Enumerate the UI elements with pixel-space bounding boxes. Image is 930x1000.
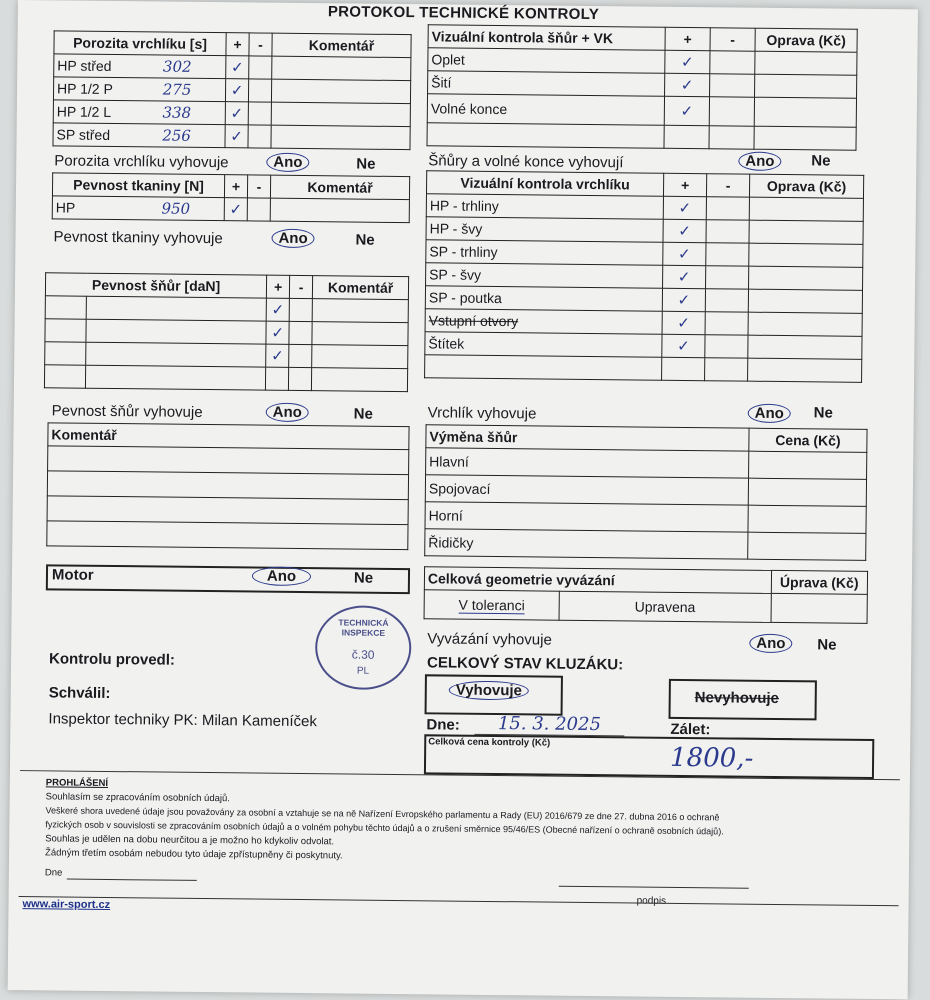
geometrie-table — [424, 566, 869, 624]
vyhovuje-option: Vyhovuje — [449, 681, 529, 701]
vrchlik-verdict: Vrchlík vyhovuje — [427, 404, 537, 423]
stav-label: CELKOVÝ STAV KLUZÁKU: — [426, 654, 624, 674]
comment-header: Komentář — [270, 175, 409, 199]
cena-header: Cena (Kč) — [749, 428, 867, 452]
row-label: Spojovací — [425, 475, 748, 505]
minus-header: - — [706, 174, 749, 197]
kontrolu-provedl-label: Kontrolu provedl: — [49, 650, 176, 669]
row-label: SP - poutka — [425, 286, 662, 311]
row-label: HP - trhliny — [426, 194, 663, 219]
prohlaseni-line: Souhlas je udělen na dobu neurčitou a je možno ho kdykoliv odvolat. — [45, 833, 335, 848]
minus-header: - — [247, 175, 270, 198]
protocol-sheet — [8, 0, 918, 999]
inspektor-label: Inspektor techniky PK: Milan Kameníček — [48, 710, 318, 731]
porozita-value: 256 — [162, 126, 191, 145]
pevnost-tkaniny-table — [52, 172, 410, 223]
oprava-header: Oprava (Kč) — [755, 28, 857, 52]
geometrie-option-upravena[interactable]: Upravena — [559, 591, 771, 622]
tick-mark: ✓ — [266, 344, 289, 367]
vizualni-snur-table — [426, 24, 857, 150]
prohlaseni-line: Žádným třetím osobám nebudou tyto údaje zpřístupněny či poskytnuty. — [45, 847, 343, 862]
stamp-top-text: TECHNICKÁ INSPEKCE — [338, 617, 389, 638]
table-row — [44, 365, 407, 392]
tick-mark: ✓ — [663, 196, 706, 219]
row-label: Volné konce — [427, 94, 664, 125]
tick-mark: ✓ — [225, 102, 248, 125]
table-row — [48, 446, 409, 475]
dne-label: Dne: — [426, 716, 460, 734]
snur-yes[interactable]: Ano — [266, 403, 309, 422]
snury-yes[interactable]: Ano — [738, 152, 781, 171]
tick-mark: ✓ — [662, 311, 705, 334]
tick-mark: ✓ — [665, 50, 710, 73]
row-label: SP - trhliny — [426, 240, 663, 265]
row-label: Vstupní otvory — [425, 309, 662, 334]
table-row — [427, 123, 856, 150]
tkaniny-verdict: Pevnost tkaniny vyhovuje — [53, 228, 223, 248]
porozita-header: Porozita vrchlíku [s] — [54, 31, 226, 56]
vyvazani-no[interactable]: Ne — [817, 636, 837, 654]
schvalil-label: Schválil: — [48, 684, 111, 703]
snur-no[interactable]: Ne — [353, 405, 373, 423]
uprava-header: Úprava (Kč) — [771, 570, 868, 594]
tick-mark — [266, 367, 289, 390]
stamp-number: č.30 — [351, 647, 375, 662]
stamp-pl: PL — [356, 665, 370, 677]
tick-mark: ✓ — [665, 73, 710, 96]
komentar-header: Komentář — [48, 423, 409, 450]
cena-label: Celková cena kontroly (Kč) — [428, 736, 551, 749]
tick-mark: ✓ — [266, 298, 289, 321]
motor-yes[interactable]: Ano — [252, 566, 311, 586]
tick-mark: ✓ — [266, 321, 289, 344]
plus-header: + — [267, 275, 290, 298]
table-row — [47, 471, 408, 500]
vizualni-snur-header: Vizuální kontrola šňůr + VK — [428, 25, 665, 50]
row-label: SP střed — [56, 126, 111, 143]
table-row — [47, 496, 408, 525]
porozita-value: 275 — [162, 80, 192, 99]
vrchlik-no[interactable]: Ne — [813, 404, 833, 422]
tick-mark: ✓ — [663, 242, 706, 265]
minus-header: - — [290, 275, 313, 298]
plus-header: + — [226, 33, 249, 56]
comment-header: Komentář — [272, 33, 411, 57]
tkaniny-no[interactable]: Ne — [355, 231, 375, 249]
minus-header: - — [249, 33, 272, 56]
plus-header: + — [663, 173, 706, 196]
comment-header: Komentář — [313, 276, 409, 300]
row-label: HP — [55, 199, 76, 216]
table-row — [425, 355, 862, 383]
pevnost-snur-table — [44, 272, 409, 392]
table-row — [424, 590, 867, 624]
inspection-stamp — [315, 605, 412, 690]
tkaniny-value: 950 — [161, 199, 191, 218]
tick-mark: ✓ — [225, 125, 248, 148]
geometrie-option-tolerance[interactable] — [424, 590, 559, 620]
tick-mark: ✓ — [225, 79, 248, 102]
prohlaseni-line: fyzických osob v souvislosti se zpracováním osobních údajů a o volném pohybu těchto údajů a o zrušení směrnice 95/46/ES (Obecné nařízení o ochraně osobních údajů). — [45, 819, 724, 837]
row-label: Řidičky — [425, 529, 748, 559]
row-label: HP - švy — [426, 217, 663, 242]
vymena-snur-table — [424, 424, 867, 561]
porozita-no[interactable]: Ne — [356, 155, 376, 173]
prohlaseni-title: PROHLÁŠENÍ — [45, 777, 109, 789]
table-row — [52, 196, 409, 223]
snur-header: Pevnost šňůr [daN] — [45, 273, 266, 298]
tick-mark: ✓ — [663, 265, 706, 288]
snur-verdict: Pevnost šňůr vyhovuje — [51, 402, 203, 421]
snury-verdict: Šňůry a volné konce vyhovují — [428, 152, 624, 172]
porozita-value: 302 — [162, 57, 192, 76]
row-label: Oplet — [428, 48, 665, 73]
plus-header: + — [224, 175, 247, 198]
table-row — [425, 529, 866, 561]
motor-label: Motor — [51, 566, 94, 584]
prohlaseni-line: Souhlasím se zpracováním osobních údajů. — [45, 791, 231, 805]
tick-mark: ✓ — [662, 288, 705, 311]
cena-value: 1800,- — [669, 742, 754, 774]
row-label: Horní — [425, 502, 748, 532]
komentar-table — [46, 422, 409, 550]
document-title: PROTOKOL TECHNICKÉ KONTROLY — [327, 3, 600, 24]
row-label: Šití — [428, 71, 665, 96]
tick-mark: ✓ — [662, 334, 705, 357]
vyvazani-yes[interactable]: Ano — [749, 634, 792, 653]
porozita-yes[interactable]: Ano — [266, 153, 309, 172]
porozita-value: 338 — [162, 103, 192, 122]
table-row — [47, 521, 408, 550]
row-label: HP 1/2 P — [56, 80, 113, 97]
vyvazani-verdict: Vyvázání vyhovuje — [427, 630, 552, 649]
row-label: HP 1/2 L — [56, 103, 112, 120]
option-label: V toleranci — [458, 596, 525, 614]
row-label: HP střed — [57, 57, 112, 74]
oprava-header: Oprava (Kč) — [749, 174, 863, 198]
footer-divider — [19, 896, 899, 906]
row-label: Hlavní — [426, 448, 749, 478]
table-row — [53, 123, 410, 150]
vizualni-vrchliku-header: Vizuální kontrola vrchlíku — [426, 171, 663, 196]
row-label: SP - švy — [426, 263, 663, 288]
minus-header: - — [710, 28, 755, 51]
podpis-line — [559, 886, 749, 889]
porozita-table — [52, 30, 411, 150]
motor-no[interactable]: Ne — [353, 569, 374, 587]
tick-mark: ✓ — [226, 56, 249, 79]
geometrie-header: Celková geometrie vyvázání — [424, 567, 771, 594]
porozita-verdict: Porozita vrchlíku vyhovuje — [54, 152, 229, 172]
tick-mark: ✓ — [664, 96, 709, 125]
prohlaseni-dne-line — [67, 879, 197, 881]
snury-no[interactable]: Ne — [811, 152, 831, 170]
row-label: Štítek — [425, 332, 662, 357]
tkaniny-yes[interactable]: Ano — [271, 229, 314, 248]
dne-value: 15. 3. 2025 — [474, 713, 624, 737]
tick-mark: ✓ — [663, 219, 706, 242]
prohlaseni-line: Veškeré shora uvedené údaje jsou považovány za osobní a vztahuje se na ně Nařízení Evropského parlamentu a Rady (EU) 2016/679 ze dne 27. dubna 2016 o ochraně — [45, 805, 720, 823]
website-link[interactable]: www.air-sport.cz — [22, 898, 111, 912]
vymena-header: Výměna šňůr — [426, 425, 749, 451]
vrchlik-yes[interactable]: Ano — [748, 404, 791, 423]
table-row — [427, 94, 856, 127]
vizualni-vrchliku-table — [424, 170, 864, 383]
nevyhovuje-option: Nevyhovuje — [694, 689, 780, 708]
podpis-label: podpis — [636, 895, 667, 907]
tkaniny-header: Pevnost tkaniny [N] — [52, 173, 224, 198]
prohlaseni-dne: Dne — [44, 867, 63, 879]
plus-header: + — [665, 27, 710, 50]
tick-mark: ✓ — [224, 198, 247, 221]
zalet-label: Zálet: — [670, 720, 711, 739]
